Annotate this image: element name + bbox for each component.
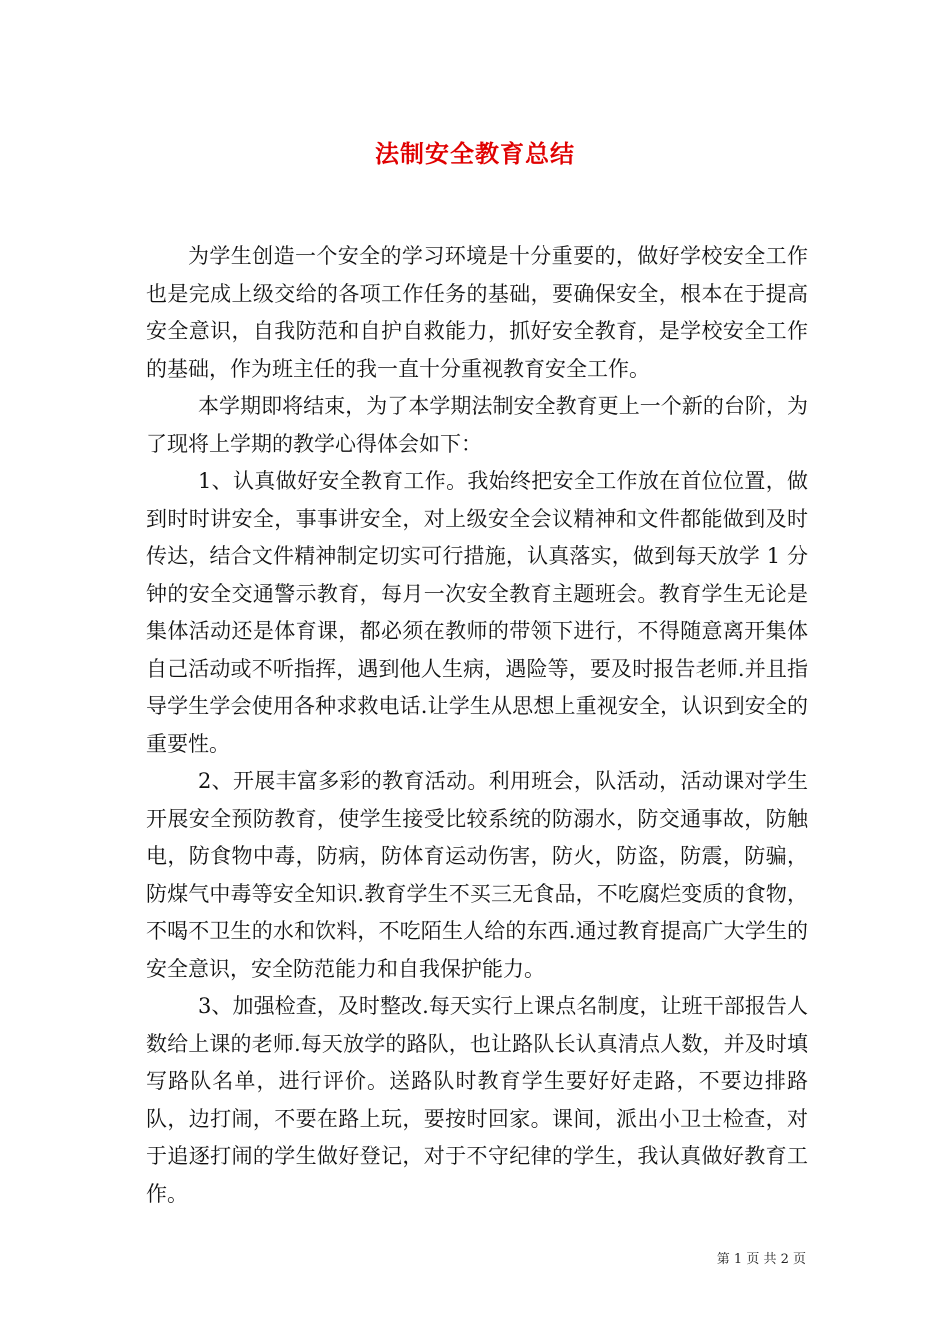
page-number-footer: 第 1 页 共 2 页 — [716, 1252, 806, 1267]
document-title: 法制安全教育总结 — [375, 140, 575, 168]
document-body — [146, 238, 808, 1213]
paragraph-point-3: 3、加强检查，及时整改.每天实行上课点名制度，让班干部报告人数给上课的老师.每天放学的路队，也让路队长认真清点人数，并及时填写路队名单，进行评价。送路队时教育学生要好好走路，不要边排路队，边打闹，不要在路上玩，要按时回家。课间，派出小卫士检查，对于追逐打闹的学生做好登记，对于不守纪律的学生，我认真做好教育工作。 — [146, 994, 808, 1206]
paragraph-semester: 本学期即将结束，为了本学期法制安全教育更上一个新的台阶，为了现将上学期的教学心得体会如下： — [146, 394, 808, 456]
paragraph-intro: 为学生创造一个安全的学习环境是十分重要的，做好学校安全工作也是完成上级交给的各项工作任务的基础，要确保安全，根本在于提高安全意识，自我防范和自护自救能力，抓好安全教育，是学校安全工作的基础，作为班主任的我一直十分重视教育安全工作。 — [146, 244, 808, 381]
paragraph-point-1: 1、认真做好安全教育工作。我始终把安全工作放在首位位置，做到时时讲安全，事事讲安全，对上级安全会议精神和文件都能做到及时传达，结合文件精神制定切实可行措施，认真落实，做到每天放学 1 分钟的安全交通警示教育，每月一次安全教育主题班会。教育学生无论是集体活动还是体育课，都必须在教师的带领下进行，不得随意离开集体自己活动或不听指挥，遇到他人生病，遇险等，要及时报告老师.并且指导学生学会使用各种求救电话.让学生从思想上重视安全，认识到安全的重要性。 — [146, 469, 808, 756]
paragraph-point-2: 2、开展丰富多彩的教育活动。利用班会，队活动，活动课对学生开展安全预防教育，使学生接受比较系统的防溺水，防交通事故，防触电，防食物中毒，防病，防体育运动伤害，防火，防盗，防震，防骗，防煤气中毒等安全知识.教育学生不买三无食品，不吃腐烂变质的食物，不喝不卫生的水和饮料，不吃陌生人给的东西.通过教育提高广大学生的安全意识，安全防范能力和自我保护能力。 — [146, 769, 808, 981]
